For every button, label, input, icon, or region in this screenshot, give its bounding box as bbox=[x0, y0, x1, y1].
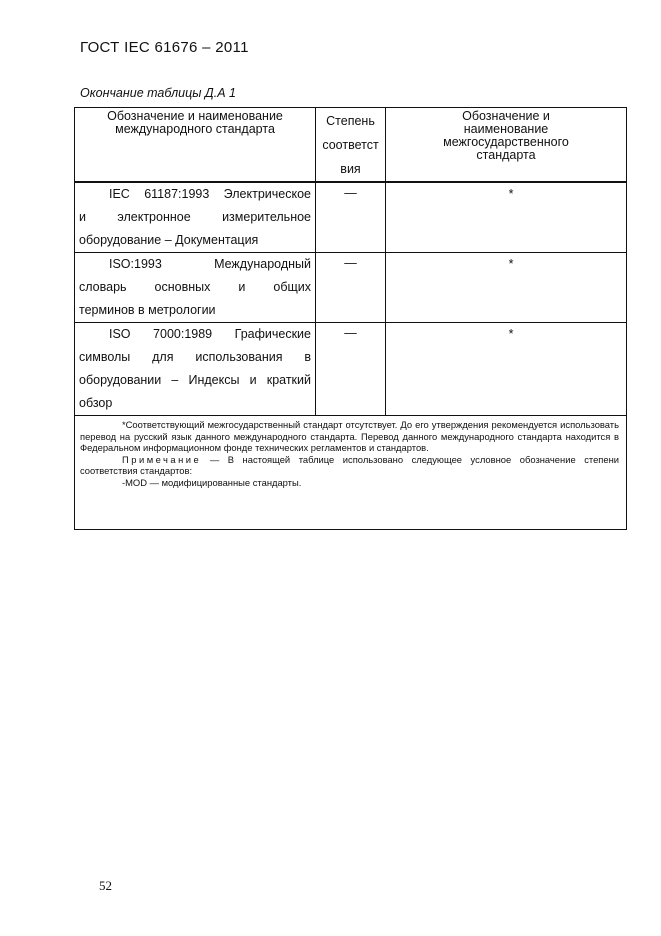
header-line: Обозначение и bbox=[462, 109, 550, 123]
cell-line: и электронное измерительное bbox=[79, 210, 311, 224]
header-line: соответст bbox=[322, 138, 379, 152]
cell-line: оборудование – Документация bbox=[79, 233, 259, 247]
note-text: — В настоящей таблице использовано следующее условное обозначение степени соответствия стандартов: bbox=[80, 453, 619, 476]
cell-line: ISO:1993 Международный bbox=[109, 257, 311, 271]
interstate-standard-cell: * bbox=[386, 323, 627, 416]
cell-line: символы для использования в bbox=[79, 350, 311, 364]
document-code-header: ГОСТ IEC 61676 – 2011 bbox=[80, 39, 249, 56]
table-row bbox=[75, 323, 627, 416]
footnote-text: *Соответствующий межгосударственный стандарт отсутствует. До его утверждения рекомендуется использовать перевод на русский язык данного международного стандарта. Перевод данного международного стандарта находится в Федеральном информационном фонде технических регламентов и стандартов. bbox=[80, 419, 619, 453]
degree-cell: — bbox=[316, 182, 386, 253]
cell-line: IEC 61187:1993 Электрическое bbox=[109, 187, 311, 201]
header-line: межгосударственного bbox=[443, 135, 569, 149]
cell-line: терминов в метрологии bbox=[79, 303, 216, 317]
table-caption: Окончание таблицы Д.А 1 bbox=[80, 86, 236, 100]
header-line: международного стандарта bbox=[115, 122, 275, 136]
table-notes-row bbox=[75, 416, 627, 530]
table-row bbox=[75, 253, 627, 323]
note-item: -MOD — модифицированные стандарты. bbox=[122, 476, 302, 488]
cell-line: обзор bbox=[79, 396, 113, 410]
degree-cell: — bbox=[316, 323, 386, 416]
header-interstate-standard bbox=[386, 108, 627, 183]
interstate-standard-cell: * bbox=[386, 182, 627, 253]
notes-cell bbox=[75, 416, 627, 530]
interstate-standard-cell: * bbox=[386, 253, 627, 323]
header-line: наименование bbox=[463, 122, 549, 136]
header-line: стандарта bbox=[476, 148, 536, 162]
international-standard-cell bbox=[75, 253, 316, 323]
page-number: 52 bbox=[99, 878, 112, 893]
cell-line: ISO 7000:1989 Графические bbox=[109, 327, 311, 341]
cell-line: оборудовании – Индексы и краткий bbox=[79, 373, 311, 387]
header-line: вия bbox=[340, 162, 361, 176]
note-label: Примечание bbox=[122, 453, 202, 465]
international-standard-cell bbox=[75, 323, 316, 416]
header-line: Обозначение и наименование bbox=[107, 109, 283, 123]
header-degree-of-conformity bbox=[316, 108, 386, 183]
header-international-standard bbox=[75, 108, 316, 183]
header-line: Степень bbox=[326, 114, 375, 128]
table-row bbox=[75, 182, 627, 253]
table-header-row bbox=[75, 108, 627, 183]
international-standard-cell bbox=[75, 182, 316, 253]
degree-cell: — bbox=[316, 253, 386, 323]
standards-table bbox=[74, 107, 627, 530]
cell-line: словарь основных и общих bbox=[79, 280, 311, 294]
